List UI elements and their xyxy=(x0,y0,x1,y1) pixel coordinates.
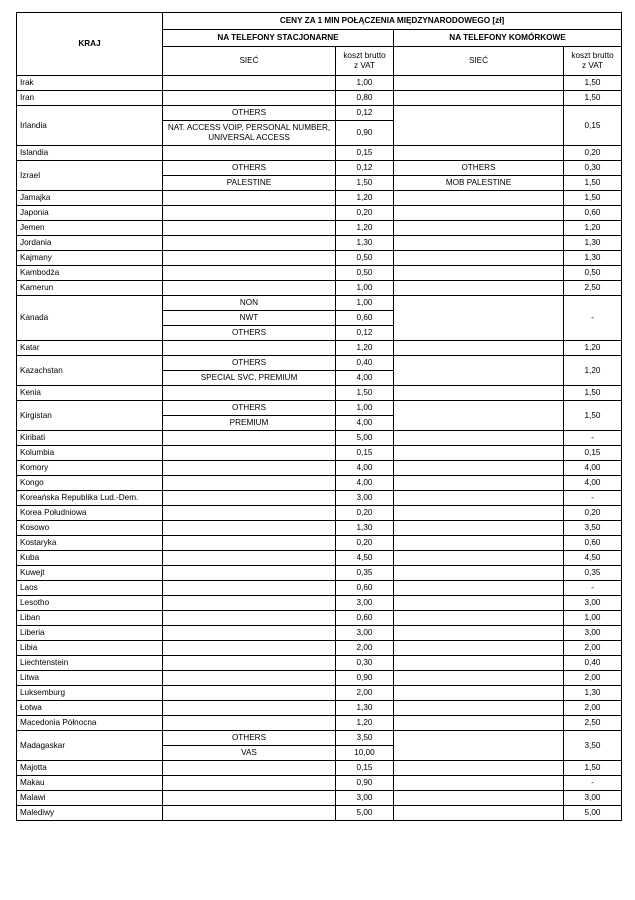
mobile-network-cell xyxy=(394,431,564,446)
table-row xyxy=(17,671,622,686)
mobile-network-cell xyxy=(394,731,564,761)
table-row xyxy=(17,791,622,806)
mobile-price-cell: 4,50 xyxy=(564,551,622,566)
mobile-network-cell xyxy=(394,476,564,491)
table-row xyxy=(17,236,622,251)
mobile-network-cell xyxy=(394,91,564,106)
fixed-network-cell xyxy=(163,146,336,161)
country-cell: Koreańska Republika Lud.-Dem. xyxy=(17,491,163,506)
country-cell: Kostaryka xyxy=(17,536,163,551)
mobile-network-cell xyxy=(394,671,564,686)
table-row xyxy=(17,566,622,581)
fixed-network-cell xyxy=(163,776,336,791)
fixed-network-cell: OTHERS xyxy=(163,161,336,176)
table-row xyxy=(17,296,622,311)
fixed-price-cell: 0,60 xyxy=(336,311,394,326)
country-cell: Kiribati xyxy=(17,431,163,446)
fixed-network-cell xyxy=(163,206,336,221)
mobile-network-cell xyxy=(394,551,564,566)
country-cell: Majotta xyxy=(17,761,163,776)
fixed-price-cell: 0,20 xyxy=(336,536,394,551)
mobile-network-cell xyxy=(394,106,564,146)
fixed-price-cell: 1,20 xyxy=(336,191,394,206)
mobile-price-cell: 0,20 xyxy=(564,506,622,521)
fixed-price-cell: 0,20 xyxy=(336,206,394,221)
fixed-price-cell: 0,15 xyxy=(336,446,394,461)
fixed-network-cell: OTHERS xyxy=(163,356,336,371)
table-row xyxy=(17,461,622,476)
fixed-network-cell xyxy=(163,596,336,611)
header-mobile: NA TELEFONY KOMÓRKOWE xyxy=(394,30,622,47)
mobile-network-cell xyxy=(394,776,564,791)
fixed-network-cell xyxy=(163,236,336,251)
mobile-price-cell: 1,00 xyxy=(564,611,622,626)
fixed-network-cell xyxy=(163,656,336,671)
fixed-price-cell: 0,50 xyxy=(336,266,394,281)
fixed-network-cell xyxy=(163,551,336,566)
fixed-network-cell xyxy=(163,686,336,701)
fixed-price-cell: 0,60 xyxy=(336,581,394,596)
country-cell: Kuwejt xyxy=(17,566,163,581)
fixed-network-cell xyxy=(163,461,336,476)
country-cell: Japonia xyxy=(17,206,163,221)
fixed-price-cell: 1,00 xyxy=(336,76,394,91)
fixed-price-cell: 4,50 xyxy=(336,551,394,566)
mobile-price-cell: 0,15 xyxy=(564,446,622,461)
fixed-price-cell: 0,12 xyxy=(336,326,394,341)
country-cell: Izrael xyxy=(17,161,163,191)
fixed-price-cell: 10,00 xyxy=(336,746,394,761)
fixed-price-cell: 1,00 xyxy=(336,401,394,416)
table-row xyxy=(17,701,622,716)
fixed-network-cell: PREMIUM xyxy=(163,416,336,431)
mobile-price-cell: 1,50 xyxy=(564,386,622,401)
table-row xyxy=(17,581,622,596)
country-cell: Laos xyxy=(17,581,163,596)
fixed-price-cell: 1,50 xyxy=(336,386,394,401)
header-landline: NA TELEFONY STACJONARNE xyxy=(163,30,394,47)
fixed-price-cell: 1,30 xyxy=(336,236,394,251)
country-cell: Irak xyxy=(17,76,163,91)
fixed-price-cell: 0,35 xyxy=(336,566,394,581)
fixed-price-cell: 3,00 xyxy=(336,596,394,611)
country-cell: Makau xyxy=(17,776,163,791)
mobile-price-cell: 1,50 xyxy=(564,401,622,431)
country-cell: Kajmany xyxy=(17,251,163,266)
country-cell: Malawi xyxy=(17,791,163,806)
fixed-price-cell: 4,00 xyxy=(336,371,394,386)
country-cell: Islandia xyxy=(17,146,163,161)
mobile-price-cell: 1,50 xyxy=(564,176,622,191)
mobile-network-cell xyxy=(394,281,564,296)
mobile-price-cell: 1,50 xyxy=(564,761,622,776)
mobile-price-cell: 1,30 xyxy=(564,236,622,251)
country-cell: Kuba xyxy=(17,551,163,566)
fixed-network-cell: VAS xyxy=(163,746,336,761)
mobile-price-cell: 2,50 xyxy=(564,281,622,296)
fixed-price-cell: 0,30 xyxy=(336,656,394,671)
fixed-price-cell: 1,20 xyxy=(336,716,394,731)
table-row xyxy=(17,251,622,266)
fixed-network-cell xyxy=(163,671,336,686)
table-row xyxy=(17,431,622,446)
mobile-network-cell xyxy=(394,701,564,716)
cost-label-line2: z VAT xyxy=(581,61,604,70)
fixed-price-cell: 1,20 xyxy=(336,221,394,236)
country-cell: Kosowo xyxy=(17,521,163,536)
mobile-network-cell xyxy=(394,386,564,401)
mobile-price-cell: 3,00 xyxy=(564,596,622,611)
country-cell: Kamerun xyxy=(17,281,163,296)
country-cell: Katar xyxy=(17,341,163,356)
fixed-price-cell: 1,50 xyxy=(336,176,394,191)
table-row xyxy=(17,191,622,206)
fixed-network-cell xyxy=(163,266,336,281)
mobile-price-cell: 0,35 xyxy=(564,566,622,581)
table-row xyxy=(17,731,622,746)
mobile-network-cell: OTHERS xyxy=(394,161,564,176)
mobile-price-cell: - xyxy=(564,581,622,596)
mobile-price-cell: 0,60 xyxy=(564,206,622,221)
mobile-network-cell xyxy=(394,356,564,386)
mobile-network-cell xyxy=(394,446,564,461)
country-cell: Korea Południowa xyxy=(17,506,163,521)
country-cell: Litwa xyxy=(17,671,163,686)
mobile-network-cell xyxy=(394,506,564,521)
table-row xyxy=(17,386,622,401)
mobile-network-cell xyxy=(394,791,564,806)
fixed-network-cell: OTHERS xyxy=(163,326,336,341)
fixed-network-cell xyxy=(163,431,336,446)
mobile-network-cell xyxy=(394,266,564,281)
fixed-network-cell: NAT. ACCESS VOIP, PERSONAL NUMBER, UNIVERSAL ACCESS xyxy=(163,121,336,146)
fixed-network-cell xyxy=(163,536,336,551)
table-row xyxy=(17,161,622,176)
fixed-price-cell: 0,60 xyxy=(336,611,394,626)
table-row xyxy=(17,356,622,371)
mobile-network-cell xyxy=(394,251,564,266)
table-row xyxy=(17,221,622,236)
fixed-price-cell: 0,50 xyxy=(336,251,394,266)
country-cell: Libia xyxy=(17,641,163,656)
table-row xyxy=(17,446,622,461)
mobile-network-cell xyxy=(394,626,564,641)
mobile-network-cell xyxy=(394,76,564,91)
mobile-price-cell: 1,50 xyxy=(564,76,622,91)
mobile-price-cell: 2,00 xyxy=(564,671,622,686)
header-kraj: KRAJ xyxy=(17,13,163,76)
header-landline-network: SIEĆ xyxy=(163,47,336,76)
mobile-price-cell: 0,20 xyxy=(564,146,622,161)
fixed-network-cell xyxy=(163,191,336,206)
table-row xyxy=(17,146,622,161)
table-row xyxy=(17,776,622,791)
mobile-price-cell: 0,15 xyxy=(564,106,622,146)
country-cell: Iran xyxy=(17,91,163,106)
mobile-network-cell xyxy=(394,536,564,551)
fixed-network-cell xyxy=(163,761,336,776)
table-header xyxy=(17,13,622,76)
cost-label-line2: z VAT xyxy=(353,61,376,70)
fixed-price-cell: 3,00 xyxy=(336,626,394,641)
fixed-price-cell: 0,80 xyxy=(336,91,394,106)
fixed-price-cell: 5,00 xyxy=(336,431,394,446)
fixed-price-cell: 4,00 xyxy=(336,476,394,491)
table-row xyxy=(17,91,622,106)
country-cell: Liechtenstein xyxy=(17,656,163,671)
fixed-network-cell: OTHERS xyxy=(163,731,336,746)
country-cell: Kambodża xyxy=(17,266,163,281)
mobile-network-cell xyxy=(394,341,564,356)
fixed-network-cell xyxy=(163,581,336,596)
fixed-price-cell: 0,40 xyxy=(336,356,394,371)
table-row xyxy=(17,476,622,491)
mobile-network-cell xyxy=(394,521,564,536)
mobile-network-cell xyxy=(394,206,564,221)
mobile-network-cell xyxy=(394,596,564,611)
table-row xyxy=(17,716,622,731)
fixed-network-cell xyxy=(163,221,336,236)
fixed-network-cell xyxy=(163,641,336,656)
fixed-network-cell: NWT xyxy=(163,311,336,326)
fixed-network-cell: PALESTINE xyxy=(163,176,336,191)
fixed-price-cell: 3,00 xyxy=(336,791,394,806)
mobile-price-cell: 3,00 xyxy=(564,791,622,806)
fixed-network-cell xyxy=(163,506,336,521)
table-row xyxy=(17,491,622,506)
fixed-network-cell xyxy=(163,701,336,716)
country-cell: Kazachstan xyxy=(17,356,163,386)
fixed-network-cell: SPECIAL SVC, PREMIUM xyxy=(163,371,336,386)
mobile-network-cell xyxy=(394,236,564,251)
country-cell: Kongo xyxy=(17,476,163,491)
cost-label-line1: koszt brutto xyxy=(571,51,614,60)
header-mobile-cost xyxy=(564,47,622,76)
fixed-network-cell xyxy=(163,251,336,266)
fixed-price-cell: 1,00 xyxy=(336,296,394,311)
fixed-network-cell xyxy=(163,611,336,626)
country-cell: Kanada xyxy=(17,296,163,341)
country-cell: Macedonia Północna xyxy=(17,716,163,731)
mobile-price-cell: 4,00 xyxy=(564,461,622,476)
country-cell: Jemen xyxy=(17,221,163,236)
rates-table xyxy=(16,12,622,821)
mobile-price-cell: - xyxy=(564,296,622,341)
fixed-network-cell: OTHERS xyxy=(163,106,336,121)
mobile-price-cell: - xyxy=(564,431,622,446)
mobile-price-cell: 1,30 xyxy=(564,251,622,266)
table-row xyxy=(17,341,622,356)
fixed-network-cell xyxy=(163,566,336,581)
fixed-price-cell: 0,12 xyxy=(336,161,394,176)
table-row xyxy=(17,506,622,521)
mobile-network-cell xyxy=(394,761,564,776)
fixed-network-cell xyxy=(163,446,336,461)
fixed-price-cell: 0,15 xyxy=(336,761,394,776)
table-row xyxy=(17,551,622,566)
mobile-price-cell: 5,00 xyxy=(564,806,622,821)
header-mobile-network: SIEĆ xyxy=(394,47,564,76)
table-row xyxy=(17,401,622,416)
country-cell: Jordania xyxy=(17,236,163,251)
fixed-network-cell xyxy=(163,716,336,731)
mobile-price-cell: 1,50 xyxy=(564,91,622,106)
fixed-price-cell: 5,00 xyxy=(336,806,394,821)
country-cell: Łotwa xyxy=(17,701,163,716)
fixed-price-cell: 2,00 xyxy=(336,641,394,656)
country-cell: Malediwy xyxy=(17,806,163,821)
table-row xyxy=(17,611,622,626)
mobile-price-cell: 0,40 xyxy=(564,656,622,671)
mobile-price-cell: 2,00 xyxy=(564,701,622,716)
mobile-price-cell: 1,20 xyxy=(564,221,622,236)
table-row xyxy=(17,536,622,551)
fixed-network-cell xyxy=(163,91,336,106)
country-cell: Lesotho xyxy=(17,596,163,611)
fixed-price-cell: 3,50 xyxy=(336,731,394,746)
table-row xyxy=(17,206,622,221)
fixed-price-cell: 1,20 xyxy=(336,341,394,356)
mobile-price-cell: 3,00 xyxy=(564,626,622,641)
mobile-network-cell xyxy=(394,191,564,206)
mobile-network-cell xyxy=(394,611,564,626)
fixed-price-cell: 1,30 xyxy=(336,521,394,536)
fixed-network-cell: NON xyxy=(163,296,336,311)
mobile-price-cell: 3,50 xyxy=(564,521,622,536)
table-row xyxy=(17,596,622,611)
mobile-price-cell: - xyxy=(564,491,622,506)
header-landline-cost xyxy=(336,47,394,76)
table-body xyxy=(17,76,622,821)
country-cell: Komory xyxy=(17,461,163,476)
fixed-price-cell: 4,00 xyxy=(336,461,394,476)
mobile-network-cell xyxy=(394,461,564,476)
mobile-price-cell: 0,60 xyxy=(564,536,622,551)
mobile-network-cell xyxy=(394,641,564,656)
fixed-price-cell: 1,00 xyxy=(336,281,394,296)
mobile-network-cell xyxy=(394,296,564,341)
mobile-price-cell: 1,20 xyxy=(564,341,622,356)
mobile-network-cell xyxy=(394,491,564,506)
mobile-price-cell: 4,00 xyxy=(564,476,622,491)
fixed-price-cell: 0,15 xyxy=(336,146,394,161)
table-row xyxy=(17,686,622,701)
table-row xyxy=(17,656,622,671)
mobile-price-cell: 1,30 xyxy=(564,686,622,701)
fixed-price-cell: 4,00 xyxy=(336,416,394,431)
mobile-network-cell xyxy=(394,221,564,236)
country-cell: Irlandia xyxy=(17,106,163,146)
fixed-price-cell: 3,00 xyxy=(336,491,394,506)
mobile-price-cell: 1,50 xyxy=(564,191,622,206)
country-cell: Luksemburg xyxy=(17,686,163,701)
mobile-price-cell: 3,50 xyxy=(564,731,622,761)
mobile-network-cell xyxy=(394,806,564,821)
country-cell: Jamajka xyxy=(17,191,163,206)
country-cell: Kirgistan xyxy=(17,401,163,431)
table-row xyxy=(17,761,622,776)
fixed-network-cell xyxy=(163,76,336,91)
table-row xyxy=(17,266,622,281)
country-cell: Liberia xyxy=(17,626,163,641)
table-row xyxy=(17,521,622,536)
mobile-network-cell xyxy=(394,566,564,581)
table-row xyxy=(17,806,622,821)
fixed-network-cell: OTHERS xyxy=(163,401,336,416)
fixed-network-cell xyxy=(163,626,336,641)
country-cell: Madagaskar xyxy=(17,731,163,761)
fixed-network-cell xyxy=(163,806,336,821)
table-row xyxy=(17,626,622,641)
mobile-price-cell: 0,50 xyxy=(564,266,622,281)
fixed-price-cell: 0,12 xyxy=(336,106,394,121)
fixed-price-cell: 0,20 xyxy=(336,506,394,521)
fixed-network-cell xyxy=(163,476,336,491)
country-cell: Kenia xyxy=(17,386,163,401)
fixed-network-cell xyxy=(163,386,336,401)
mobile-network-cell xyxy=(394,146,564,161)
mobile-price-cell: 0,30 xyxy=(564,161,622,176)
mobile-price-cell: 2,50 xyxy=(564,716,622,731)
table-row xyxy=(17,641,622,656)
fixed-network-cell xyxy=(163,791,336,806)
header-title: CENY ZA 1 MIN POŁĄCZENIA MIĘDZYNARODOWEGO [zł] xyxy=(163,13,622,30)
table-row xyxy=(17,76,622,91)
mobile-price-cell: 1,20 xyxy=(564,356,622,386)
fixed-price-cell: 1,30 xyxy=(336,701,394,716)
mobile-price-cell: 2,00 xyxy=(564,641,622,656)
mobile-network-cell xyxy=(394,401,564,431)
country-cell: Kolumbia xyxy=(17,446,163,461)
fixed-network-cell xyxy=(163,341,336,356)
table-row xyxy=(17,281,622,296)
fixed-price-cell: 0,90 xyxy=(336,121,394,146)
fixed-network-cell xyxy=(163,521,336,536)
fixed-price-cell: 0,90 xyxy=(336,776,394,791)
fixed-price-cell: 0,90 xyxy=(336,671,394,686)
table-row xyxy=(17,106,622,121)
mobile-network-cell xyxy=(394,581,564,596)
mobile-network-cell xyxy=(394,686,564,701)
fixed-price-cell: 2,00 xyxy=(336,686,394,701)
mobile-network-cell xyxy=(394,656,564,671)
cost-label-line1: koszt brutto xyxy=(343,51,386,60)
mobile-price-cell: - xyxy=(564,776,622,791)
mobile-network-cell xyxy=(394,716,564,731)
mobile-network-cell: MOB PALESTINE xyxy=(394,176,564,191)
country-cell: Liban xyxy=(17,611,163,626)
fixed-network-cell xyxy=(163,281,336,296)
fixed-network-cell xyxy=(163,491,336,506)
